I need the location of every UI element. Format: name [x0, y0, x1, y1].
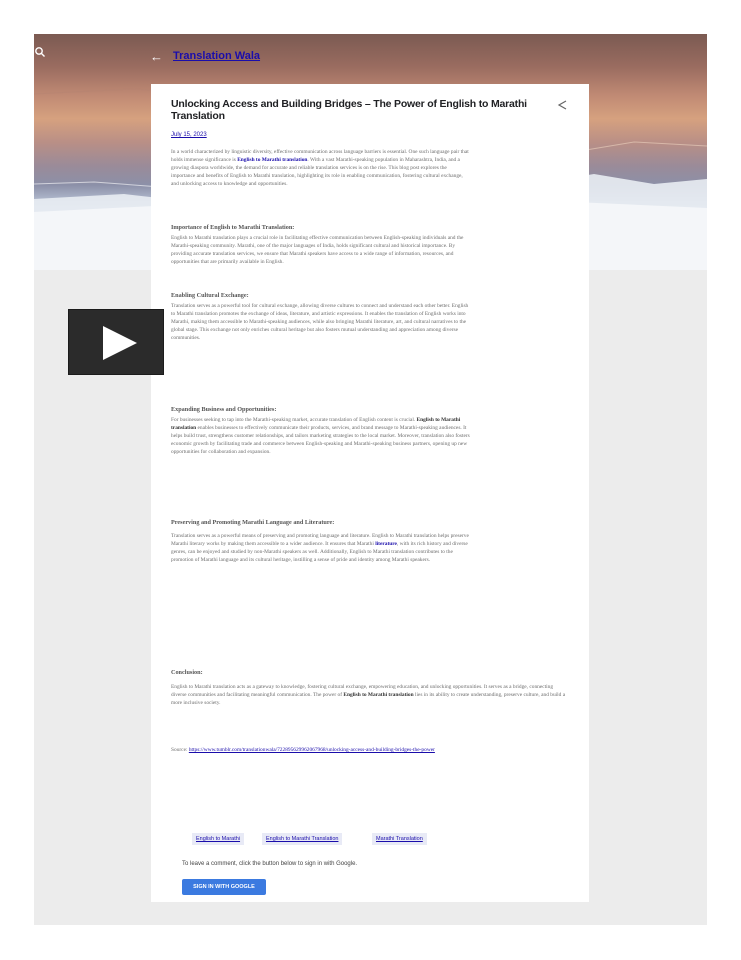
conclusion-paragraph [171, 683, 569, 707]
sign-in-with-google-button[interactable]: SIGN IN WITH GOOGLE [182, 879, 266, 895]
section-paragraph-importance: English to Marathi translation plays a crucial role in facilitating effective communication between English-speaking individuals and the Marathi-speaking community. Marathi, one of the major languages of India, holds significant cultural and historical importance. By providing accurate translation services, we ensure that Marathi speakers have access to a wide range of information, resources, and opportunities that are primarily available in English. [171, 235, 464, 265]
source-label: Source: [171, 747, 189, 753]
intro-text-end: . With a vast Marathi-speaking population in Maharashtra, India, and a growing diaspora worldwide, the demand for accurate and reliable translation services is on the rise. This blog post explores the importance and benefits of English to Marathi translation, highlighting its role in enabling communication, fostering cultural exchange, and unlocking access to knowledge and opportunities. [171, 157, 463, 187]
play-icon[interactable] [103, 326, 137, 360]
video-player[interactable] [68, 309, 164, 375]
label-chip-marathi-translation[interactable]: Marathi Translation [372, 833, 427, 845]
intro-text-start: In a world characterized by linguistic diversity, effective communication across language barriers is essential. One such language pair that holds immense significance is [171, 149, 469, 163]
section-heading-business: Expanding Business and Opportunities: [171, 406, 277, 413]
top-navigation-bar [34, 46, 707, 70]
business-text-start: For businesses seeking to tap into the Marathi-speaking market, accurate translation of English content is crucial. [171, 417, 417, 423]
label-chip-english-to-marathi-translation[interactable]: English to Marathi Translation [262, 833, 342, 845]
section-heading-preserving: Preserving and Promoting Marathi Language and Literature: [171, 519, 335, 526]
conclusion-bold-phrase: English to Marathi translation [343, 692, 414, 698]
section-paragraph-business [171, 416, 471, 456]
section-heading-conclusion: Conclusion: [171, 669, 203, 676]
post-date-link[interactable]: July 15, 2023 [171, 132, 207, 138]
section-paragraph-preserving [171, 532, 471, 564]
conclusion-text-end: lies in its ability to create understanding, preserve culture, and build a more inclusive society. [171, 692, 566, 706]
conclusion-text-start: English to Marathi translation acts as a gateway to knowledge, fostering cultural exchange, empowering education, and unlocking opportunities. It serves as a bridge, connecting diverse communities and facilitating meaningful communication. The power of [171, 684, 554, 698]
post-title: Unlocking Access and Building Bridges – The Power of English to Marathi Translation [171, 98, 527, 122]
section-heading-cultural-exchange: Enabling Cultural Exchange: [171, 292, 249, 299]
label-chip-english-to-marathi[interactable]: English to Marathi [192, 833, 244, 845]
source-link[interactable]: https://www.tumblr.com/translationwala/722895629962067968/unlocking-access-and-building-bridges-the-power [188, 747, 435, 753]
post-card [151, 84, 589, 902]
search-icon[interactable] [34, 46, 46, 58]
preserving-text-end: , with its rich history and diverse genres, can be enjoyed and studied by non-Marathi speakers as well. Additionally, English to Marathi translation contributes to the promotion of Marathi language and its cultural heritage, instilling a sense of pride and identity among Marathi speakers. [171, 541, 468, 563]
section-heading-importance: Importance of English to Marathi Translation: [171, 224, 295, 231]
blog-title-link[interactable]: Translation Wala [173, 50, 261, 62]
intro-paragraph [171, 148, 471, 188]
english-to-marathi-translation-link[interactable]: English to Marathi translation [237, 157, 308, 163]
page-frame [34, 34, 707, 925]
section-paragraph-cultural-exchange: Translation serves as a powerful tool for cultural exchange, allowing diverse cultures to connect and understand each other better. English to Marathi translation promotes the exchange of ideas, literature, and artistic expressions. It enables the translation of English works into Marathi, making them accessible to Marathi-speaking audiences, while also bringing Marathi literature, art, and cultural narratives to the global stage. This exchange not only enriches cultural heritage but also fosters mutual understanding and appreciation among diverse communities. [171, 303, 469, 341]
source-line [171, 746, 571, 754]
comment-hint-text: To leave a comment, click the button below to sign in with Google. [182, 861, 358, 867]
arrow-left-icon[interactable]: ← [150, 49, 163, 64]
literature-link[interactable]: literature [375, 541, 397, 547]
business-bold-phrase: English to Marathi translation [171, 417, 461, 431]
share-icon[interactable] [556, 99, 568, 111]
preserving-text-start: Translation serves as a powerful means of preserving and promoting language and literature. English to Marathi translation helps preserve Marathi literary works by making them accessible to a wider audience. It ensures that Marathi [171, 533, 469, 547]
business-text-end: enables businesses to effectively communicate their products, services, and brand message to Marathi-speaking audiences. It helps build trust, strengthens customer relationships, and tailors marketing strategies to the local market. Moreover, translation also fosters economic growth by facilitating trade and commerce between English-speaking and Marathi-speaking business partners, opening up new opportunities for collaboration and expansion. [171, 425, 470, 455]
